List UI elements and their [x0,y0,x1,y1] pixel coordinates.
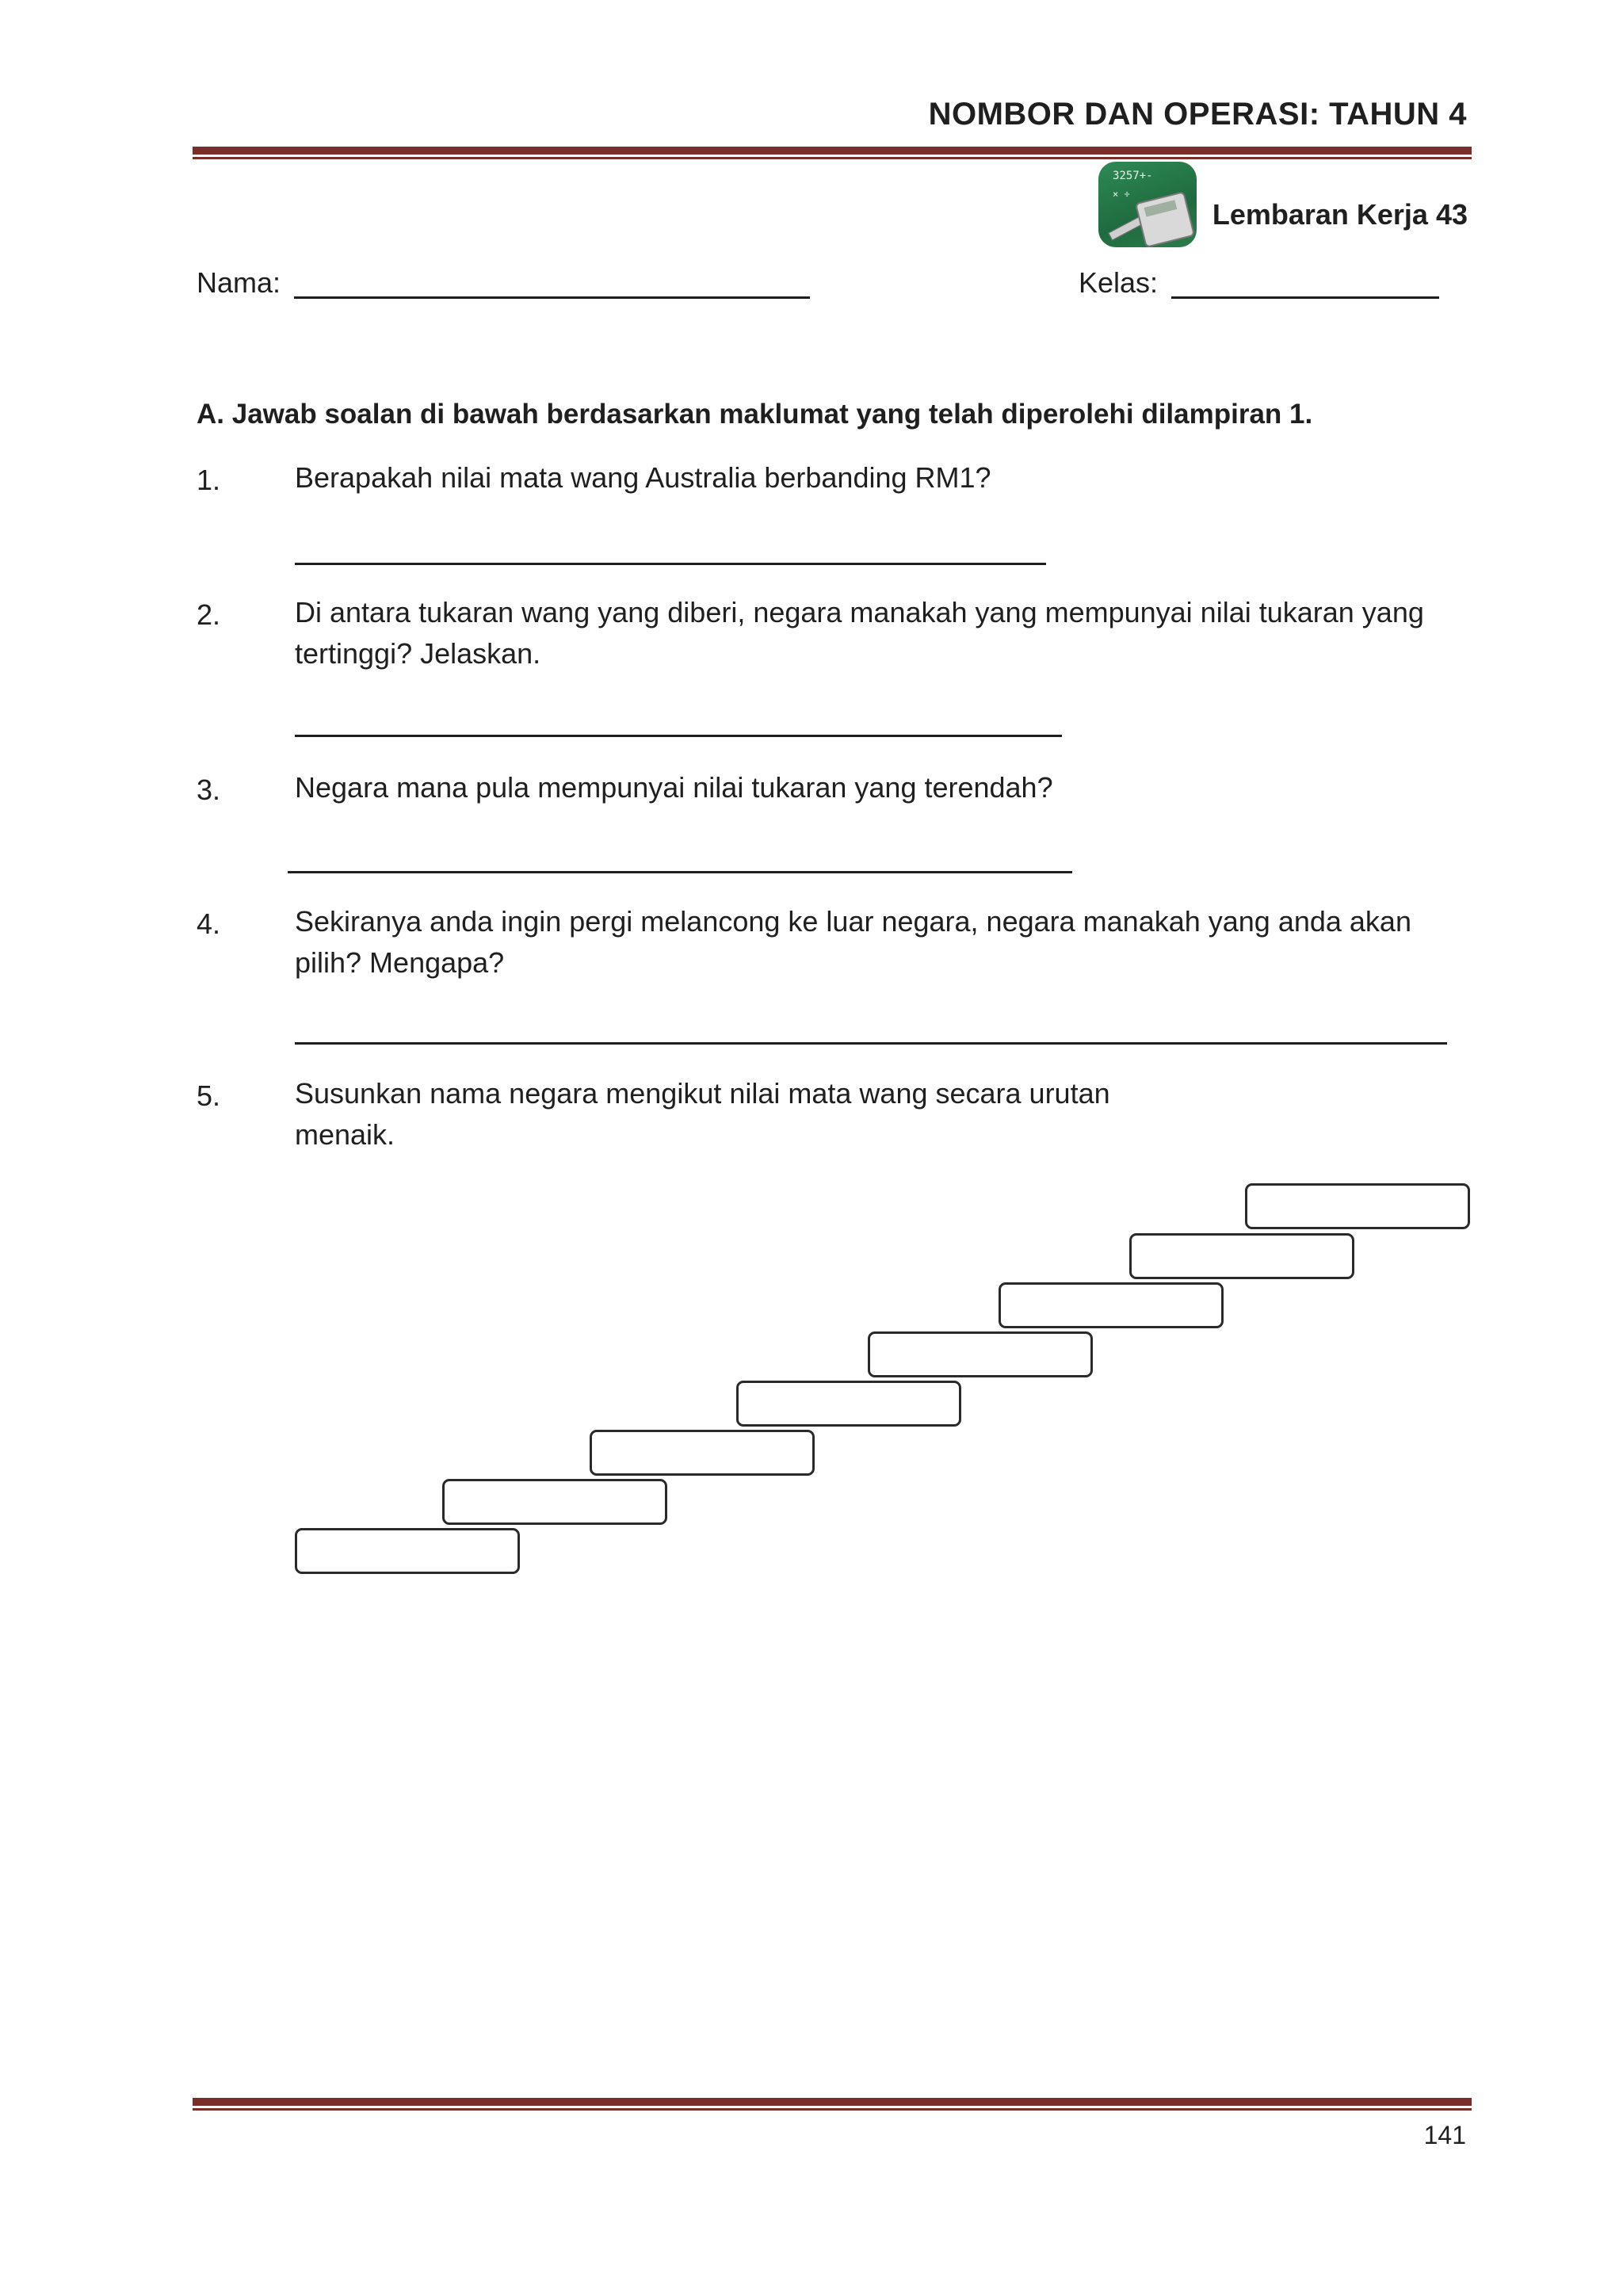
question-3-text: Negara mana pula mempunyai nilai tukaran yang terendah? [295,771,1053,804]
staircase-answer-box[interactable] [868,1331,1093,1377]
question-4-text: Sekiranya anda ingin pergi melancong ke luar negara, negara manakah yang anda akan pilih? Mengapa? [295,905,1411,979]
staircase-answer-box[interactable] [999,1282,1224,1328]
answer-line-1[interactable] [295,563,1046,565]
class-field[interactable] [1171,296,1439,299]
page-header-title: NOMBOR DAN OPERASI: TAHUN 4 [928,97,1467,132]
question-2-number: 2. [197,598,221,631]
staircase-answer-box[interactable] [590,1430,815,1476]
answer-line-2[interactable] [295,735,1062,737]
calculator-icon [1135,191,1195,247]
staircase-answer-box[interactable] [1245,1183,1470,1229]
logo-digits: 3257+- [1113,170,1153,182]
staircase-answer-box[interactable] [1129,1233,1354,1279]
question-3-number: 3. [197,774,221,806]
staircase-answer-box[interactable] [736,1381,961,1427]
question-1-number: 1. [197,464,221,496]
staircase-answer-box[interactable] [295,1528,520,1574]
calculator-worksheet-icon [1098,162,1197,247]
page-number: 141 [1423,2121,1466,2149]
logo-symbols: × ÷ [1113,189,1130,200]
footer-rule-thin [193,2108,1472,2111]
worksheet-label: Lembaran Kerja 43 [1212,198,1468,231]
name-field[interactable] [294,296,810,299]
answer-line-3[interactable] [288,871,1072,873]
calculator-screen [1144,200,1178,216]
staircase-answer-box[interactable] [442,1479,667,1525]
header-rule-thin [193,157,1472,159]
question-1-text: Berapakah nilai mata wang Australia berbanding RM1? [295,461,991,494]
question-4-number: 4. [197,907,221,940]
header-rule [193,147,1472,155]
answer-line-4[interactable] [295,1042,1447,1045]
question-5-number: 5. [197,1079,221,1112]
question-2-text: Di antara tukaran wang yang diberi, negara manakah yang mempunyai nilai tukaran yang tertinggi? Jelaskan. [295,596,1424,670]
section-a-instruction: A. Jawab soalan di bawah berdasarkan maklumat yang telah diperolehi dilampiran 1. [197,399,1313,430]
name-label: Nama: [197,266,281,299]
question-5-text: Susunkan nama negara mengikut nilai mata wang secara urutan menaik. [295,1077,1110,1151]
class-label: Kelas: [1079,266,1159,299]
footer-rule [193,2098,1472,2106]
